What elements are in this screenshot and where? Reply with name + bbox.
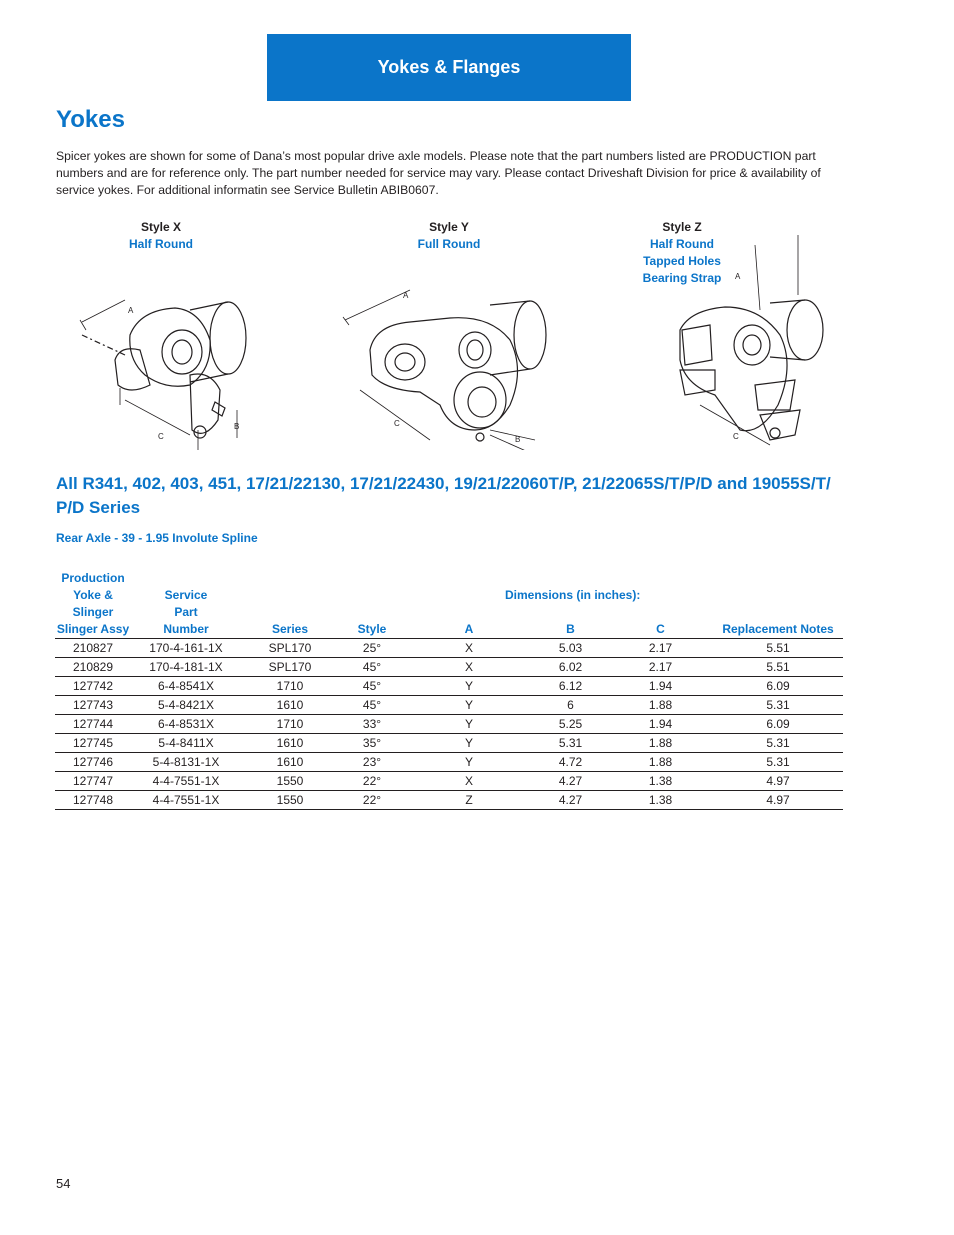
cell-dim-a: Y	[405, 677, 533, 696]
cell-dim-c: 1.88	[608, 753, 713, 772]
cell-style: 45°	[339, 658, 405, 677]
table-row	[55, 639, 843, 658]
cell-service: 170-4-181-1X	[131, 658, 241, 677]
cell-notes: 5.51	[713, 639, 843, 658]
section-header-band	[267, 34, 631, 101]
table-row	[55, 791, 843, 810]
cell-dim-a: X	[405, 639, 533, 658]
style-z-desc-1: Half Round	[650, 237, 714, 251]
style-x-name: Style X	[140, 220, 182, 234]
cell-dim-c: 2.17	[608, 658, 713, 677]
cell-service: 4-4-7551-1X	[131, 791, 241, 810]
cell-production: 210827	[55, 639, 131, 658]
cell-service: 5-4-8411X	[131, 734, 241, 753]
cell-notes: 4.97	[713, 772, 843, 791]
style-x-dim-b: B	[234, 422, 240, 431]
cell-production: 127743	[55, 696, 131, 715]
cell-dim-a: Y	[405, 734, 533, 753]
table-row	[55, 753, 843, 772]
cell-dim-b: 4.27	[533, 791, 608, 810]
table-row	[55, 658, 843, 677]
col-service-line3: Number	[163, 622, 209, 636]
cell-dim-a: Y	[405, 715, 533, 734]
cell-production: 127742	[55, 677, 131, 696]
cell-style: 35°	[339, 734, 405, 753]
cell-notes: 5.31	[713, 696, 843, 715]
cell-service: 5-4-8131-1X	[131, 753, 241, 772]
style-y-dim-c: C	[394, 419, 400, 428]
cell-dim-b: 5.31	[533, 734, 608, 753]
style-y-name: Style Y	[429, 220, 469, 234]
style-z-dim-a: A	[735, 272, 741, 281]
cell-production: 210829	[55, 658, 131, 677]
cell-production: 127747	[55, 772, 131, 791]
spline-subtitle: Rear Axle - 39 - 1.95 Involute Spline	[56, 531, 258, 545]
cell-dim-c: 1.94	[608, 677, 713, 696]
intro-paragraph: Spicer yokes are shown for some of Dana’s most popular drive axle models. Please note that the part numbers listed are PRODUCTION part numbers and are for reference only. The part number needed for service may vary. Please contact Driveshaft Division for price & availability of service yokes. For additional informatin see Service Bulletin ABIB0607.	[56, 149, 821, 197]
cell-service: 5-4-8421X	[131, 696, 241, 715]
cell-style: 45°	[339, 677, 405, 696]
cell-series: 1710	[241, 715, 339, 734]
cell-production: 127746	[55, 753, 131, 772]
cell-service: 6-4-8541X	[131, 677, 241, 696]
cell-style: 45°	[339, 696, 405, 715]
cell-dim-b: 6	[533, 696, 608, 715]
style-z-name: Style Z	[662, 220, 702, 234]
cell-production: 127745	[55, 734, 131, 753]
cell-service: 4-4-7551-1X	[131, 772, 241, 791]
page-title: Yokes	[56, 106, 125, 133]
cell-dim-a: X	[405, 658, 533, 677]
cell-style: 22°	[339, 791, 405, 810]
style-y-desc: Full Round	[417, 237, 481, 251]
cell-notes: 5.31	[713, 734, 843, 753]
col-dim-a: A	[405, 570, 533, 639]
cell-notes: 5.51	[713, 658, 843, 677]
cell-dim-c: 1.38	[608, 772, 713, 791]
table-row	[55, 715, 843, 734]
cell-dim-c: 1.88	[608, 734, 713, 753]
style-y-dim-b: B	[515, 435, 521, 444]
cell-dim-a: Z	[405, 791, 533, 810]
style-z-yoke-drawing	[660, 235, 830, 450]
style-x-dim-a: A	[128, 306, 134, 315]
cell-series: 1710	[241, 677, 339, 696]
table-row	[55, 734, 843, 753]
series-title: All R341, 402, 403, 451, 17/21/22130, 17/21/22430, 19/21/22060T/P, 21/22065S/T/P/D and 19055S/T/ P/D Series	[56, 474, 831, 517]
table-header-row	[55, 570, 843, 639]
table-row	[55, 677, 843, 696]
style-x-yoke-drawing	[70, 290, 260, 450]
cell-dim-a: X	[405, 772, 533, 791]
cell-dim-a: Y	[405, 753, 533, 772]
cell-style: 22°	[339, 772, 405, 791]
cell-notes: 6.09	[713, 677, 843, 696]
cell-dim-b: 4.27	[533, 772, 608, 791]
cell-service: 6-4-8531X	[131, 715, 241, 734]
cell-series: 1610	[241, 734, 339, 753]
col-replacement-notes: Replacement Notes	[713, 570, 843, 639]
cell-dim-c: 1.38	[608, 791, 713, 810]
cell-dim-b: 5.03	[533, 639, 608, 658]
style-y-dim-a: A	[403, 291, 409, 300]
style-x-dim-c: C	[158, 432, 164, 441]
col-production	[55, 570, 131, 639]
cell-dim-c: 1.88	[608, 696, 713, 715]
col-service-line1: Service	[164, 588, 208, 602]
table-row	[55, 772, 843, 791]
cell-series: 1610	[241, 753, 339, 772]
page-number: 54	[56, 1176, 71, 1191]
col-dim-c: C	[608, 570, 713, 639]
cell-style: 25°	[339, 639, 405, 658]
col-production-line1: Production	[61, 571, 125, 585]
cell-dim-c: 1.94	[608, 715, 713, 734]
col-style: Style	[339, 570, 405, 639]
table-row	[55, 696, 843, 715]
cell-style: 23°	[339, 753, 405, 772]
style-z-desc-2: Tapped Holes	[643, 254, 721, 268]
cell-dim-c: 2.17	[608, 639, 713, 658]
cell-dim-b: 5.25	[533, 715, 608, 734]
cell-dim-a: Y	[405, 696, 533, 715]
cell-production: 127744	[55, 715, 131, 734]
style-x-caption	[111, 219, 211, 253]
cell-notes: 5.31	[713, 753, 843, 772]
col-series: Series	[241, 570, 339, 639]
dimensions-group-header: Dimensions (in inches):	[505, 588, 641, 602]
style-y-caption	[399, 219, 499, 253]
cell-series: 1550	[241, 791, 339, 810]
cell-notes: 6.09	[713, 715, 843, 734]
col-production-line3: Slinger Assy	[56, 622, 130, 636]
yoke-spec-table	[55, 570, 843, 810]
col-service-line2: Part	[174, 605, 198, 619]
col-production-line2: Yoke & Slinger	[72, 588, 114, 619]
cell-series: SPL170	[241, 658, 339, 677]
cell-style: 33°	[339, 715, 405, 734]
cell-dim-b: 6.12	[533, 677, 608, 696]
cell-dim-b: 6.02	[533, 658, 608, 677]
section-header-title: Yokes & Flanges	[377, 57, 521, 77]
cell-service: 170-4-161-1X	[131, 639, 241, 658]
style-z-desc-3: Bearing Strap	[642, 271, 722, 285]
table-body	[55, 639, 843, 810]
cell-production: 127748	[55, 791, 131, 810]
cell-dim-b: 4.72	[533, 753, 608, 772]
cell-series: 1550	[241, 772, 339, 791]
cell-series: 1610	[241, 696, 339, 715]
cell-series: SPL170	[241, 639, 339, 658]
col-dim-b: B	[533, 570, 608, 639]
style-y-yoke-drawing	[340, 280, 560, 450]
style-z-dim-c: C	[733, 432, 739, 441]
style-x-desc: Half Round	[129, 237, 193, 251]
col-service	[131, 570, 241, 639]
cell-notes: 4.97	[713, 791, 843, 810]
